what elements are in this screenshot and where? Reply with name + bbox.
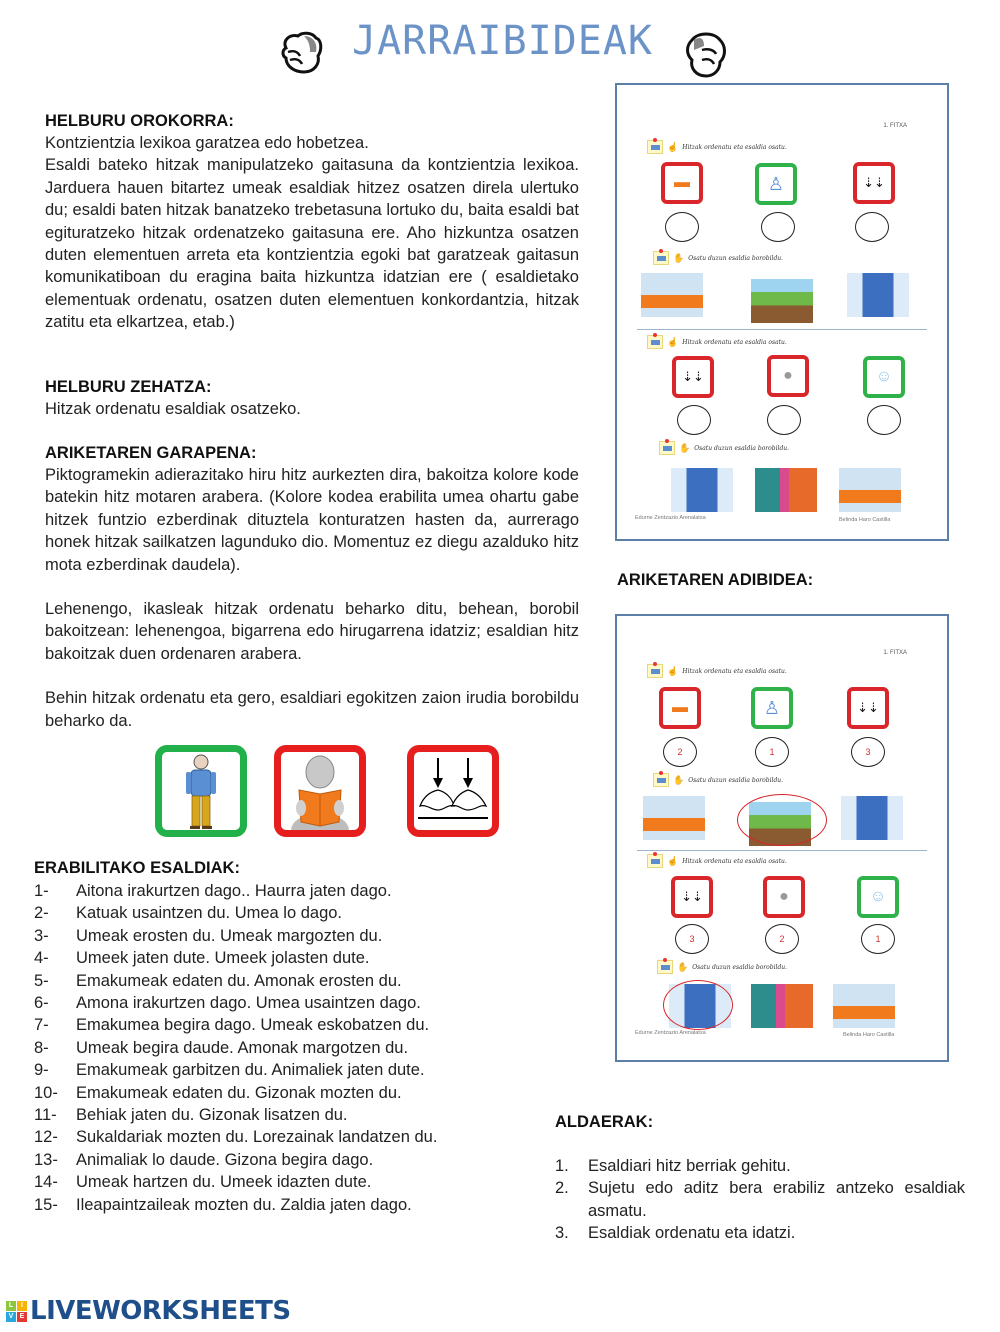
answer-circle[interactable]: 2 [765,924,799,954]
answer-circle[interactable]: 1 [755,737,789,767]
mini-pictogram-grandfather: ♙ [755,163,797,205]
item-text: Esaldiak ordenatu eta idatzi. [588,1224,796,1243]
item-number: 11- [34,1106,57,1125]
instruction-picture-icon [647,664,663,678]
scene-image-dining[interactable] [839,468,901,512]
list-item [34,902,504,924]
item-text: Esaldiari hitz berriak gehitu. [588,1157,791,1175]
list-item [34,925,504,947]
item-text: Umeak erosten du. Umeak margozten du. [76,926,383,945]
scene-image-office[interactable] [755,468,817,512]
instruction-picture-icon [653,773,669,787]
selected-circle-mark [663,980,733,1030]
item-text: Emakumeak edaten du. Amonak erosten du. [76,971,402,990]
worksheet-thumbnail-blank [615,83,949,541]
mini-pictogram-is-there: ⇣⇣ [853,162,895,204]
list-item [34,1082,504,1104]
hand-icon: ✋ [679,442,691,453]
instruction-text: Osatu duzun esaldia borobildu. [692,963,788,971]
mini-pictogram-is-there: ⇣⇣ [847,687,889,729]
item-text: Emakumeak garbitzen du. Animaliek jaten dute. [76,1061,425,1080]
instruction-row [647,335,787,349]
instruction-text: Hitzak ordenatu eta esaldia osatu. [682,143,787,151]
item-text: Amona irakurtzen dago. Umea usaintzen dago. [76,994,421,1013]
pictogram-is-there [407,745,499,837]
mini-pictogram-smelling: ● [767,355,809,397]
list-item [34,970,504,992]
item-number: 3- [34,926,49,945]
specific-goal-text: Hitzak ordenatu esaldiak osatzeko. [45,400,301,418]
development-paragraph-3: Behin hitzak ordenatu eta gero, esaldiari egokitzen zaion irudia borobildu beharko da. [45,689,579,730]
instruction-text: Hitzak ordenatu eta esaldia osatu. [682,857,787,865]
instruction-row [647,664,787,678]
item-text: Sujetu edo aditz bera erabiliz antzeko esaldiak asmatu. [588,1179,965,1220]
section-heading: HELBURU ZEHATZA: [45,378,212,396]
list-item [34,1037,504,1059]
section-helburu-orokorra [45,112,579,334]
development-paragraph-2: Lehenengo, ikasleak hitzak ordenatu beharko ditu, behean, borobil bakoitzean: lehenengoa, bigarrena edo hirugarrena idatziz; esaldian hitz bakoitzak duen ordenaren arabera. [45,600,579,663]
author-right: Belinda Haro Castilla [839,517,891,523]
section-ariketaren-garapena [45,444,579,732]
fist-icon [276,26,328,78]
scene-image-office[interactable] [751,984,813,1028]
hand-icon: ✋ [677,961,689,972]
instruction-picture-icon [647,335,663,349]
answer-circle[interactable] [867,405,901,435]
scene-image-baby-eating[interactable] [847,273,909,317]
item-number: 2- [34,904,49,923]
instruction-row [659,441,789,455]
scene-image-dining[interactable] [641,273,703,317]
logo-tiles-icon [6,1301,27,1322]
item-text: Katuak usaintzen du. Umea lo dago. [76,904,343,923]
logo-tile: E [17,1312,27,1322]
scene-image-park-reading[interactable] [751,279,813,323]
instruction-text: Osatu duzun esaldia borobildu. [688,254,784,262]
logo-tile: V [6,1312,16,1322]
instruction-picture-icon [653,251,669,265]
instruction-text: Osatu duzun esaldia borobildu. [688,776,784,784]
pictogram-grandfather [155,745,247,837]
variations-list [555,1155,965,1245]
goal-summary: Kontzientzia lexikoa garatzea edo hobetzea. [45,134,369,152]
scene-image-dining[interactable] [833,984,895,1028]
scene-image-baby-eating[interactable] [671,468,733,512]
list-item [555,1177,965,1222]
list-item [34,992,504,1014]
instruction-text: Hitzak ordenatu eta esaldia osatu. [682,338,787,346]
reading-person-icon [281,752,359,830]
page-title: JARRAIBIDEAK [352,18,653,64]
item-number: 14- [34,1173,58,1192]
instruction-row [653,251,783,265]
list-item [34,1194,504,1216]
item-text: Emakumea begira dago. Umeak eskobatzen du. [76,1016,430,1035]
fitxa-label: 1. FITXA [883,650,907,656]
hand-icon: ☝ [667,665,679,676]
list-item [555,1222,965,1244]
answer-circle[interactable] [761,212,795,242]
item-number: 12- [34,1128,58,1147]
section-heading-erabilitako-esaldiak: ERABILITAKO ESALDIAK: [34,859,240,877]
list-item [34,1059,504,1081]
author-left: Edurne Zentzazio Arenalatxa [635,515,706,521]
scene-image-dining[interactable] [643,796,705,840]
list-item [34,1014,504,1036]
item-number: 10- [34,1083,58,1102]
item-number: 3. [555,1224,569,1243]
section-heading: HELBURU OROKORRA: [45,112,234,130]
author-left: Edurne Zentzazio Arenalatxa [635,1030,706,1036]
section-heading-ariketaren-adibidea: ARIKETAREN ADIBIDEA: [617,571,814,589]
mini-pictogram-baby: ☺ [857,876,899,918]
item-number: 13- [34,1150,58,1169]
fitxa-label: 1. FITXA [883,123,907,129]
item-number: 5- [34,971,49,990]
mini-pictogram-reading: ▬ [659,687,701,729]
sentence-list [34,880,504,1216]
item-number: 15- [34,1195,58,1214]
hands-down-arrows-icon [414,752,492,830]
item-number: 9- [34,1061,49,1080]
grandfather-icon [171,752,231,830]
mini-pictogram-smelling: ● [763,876,805,918]
instruction-picture-icon [647,140,663,154]
answer-circle[interactable] [677,405,711,435]
item-number: 4- [34,949,49,968]
instruction-row [647,854,787,868]
worksheet-thumbnail-example [615,614,949,1062]
fist-icon [680,28,732,80]
pictogram-reading [274,745,366,837]
hand-icon: ✋ [673,252,685,263]
mini-pictogram-is-there: ⇣⇣ [672,356,714,398]
mini-pictogram-is-there: ⇣⇣ [671,876,713,918]
item-text: Ileapaintzaileak mozten du. Zaldia jaten dago. [76,1195,412,1214]
item-text: Sukaldariak mozten du. Lorezainak landatzen du. [76,1128,438,1147]
instruction-text: Hitzak ordenatu eta esaldia osatu. [682,667,787,675]
instruction-picture-icon [647,854,663,868]
liveworksheets-logo[interactable] [6,1296,291,1326]
instruction-picture-icon [657,960,673,974]
item-text: Umeak hartzen du. Umeek idazten dute. [76,1173,372,1192]
mini-pictogram-reading: ▬ [661,162,703,204]
logo-tile: L [6,1301,16,1311]
list-item [34,1104,504,1126]
item-number: 6- [34,994,49,1013]
section-helburu-zehatza [45,378,579,420]
mini-pictogram-grandfather: ♙ [751,687,793,729]
list-item [34,880,504,902]
mini-pictogram-baby: ☺ [863,356,905,398]
author-right: Belinda Haro Castilla [843,1032,895,1038]
list-item [34,947,504,969]
item-text: Umeak begira daude. Amonak margotzen du. [76,1038,409,1057]
item-text: Umeek jaten dute. Umeek jolasten dute. [76,949,370,968]
item-number: 8- [34,1038,49,1057]
list-item [555,1155,965,1177]
answer-circle[interactable]: 3 [851,737,885,767]
logo-text: LIVEWORKSHEETS [30,1296,291,1326]
answer-circle[interactable]: 2 [663,737,697,767]
section-heading: ARIKETAREN GARAPENA: [45,444,257,462]
instruction-row [657,960,787,974]
divider [637,850,927,851]
answer-circle[interactable] [767,405,801,435]
answer-circle[interactable] [665,212,699,242]
hand-icon: ✋ [673,774,685,785]
item-number: 2. [555,1179,569,1198]
hand-icon: ☝ [667,336,679,347]
item-number: 7- [34,1016,49,1035]
item-text: Emakumeak edaten du. Gizonak mozten du. [76,1083,402,1102]
list-item [34,1126,504,1148]
instruction-row [647,140,787,154]
hand-icon: ☝ [667,141,679,152]
divider [637,329,927,330]
item-number: 1. [555,1157,569,1175]
item-text: Aitona irakurtzen dago.. Haurra jaten dago. [76,882,392,900]
instruction-row [653,773,783,787]
answer-circle[interactable]: 1 [861,924,895,954]
development-paragraph-1: Piktogramekin adierazitako hiru hitz aurkezten dira, bakoitza kolore kode batekin hitz motaren arabera. (Kolore kodea erabilita umea ohartu gabe hitzek funtzio ezberdinak dituztela konturatzen hasten da, aurrerago honek hitzak sailkatzen lagunduko dio. Momentuz ez diegu azalduko hitz mota ezberdinak daudela). [45,466,579,574]
logo-tile: I [17,1301,27,1311]
selected-circle-mark [737,794,827,846]
section-heading-aldaerak: ALDAERAK: [555,1113,654,1131]
goal-paragraph: Esaldi bateko hitzak manipulatzeko gaitasuna da kontzientzia lexikoa. Jarduera hauen bitartez umeak esaldiak hitzez osatzen direla ulertuko du; esaldi baten hitzak banatzeko trebetasuna lortuko du, baita esaldi bat egituratzeko hitzak ordenatzeko gaitasuna ere. Aho hizkuntza osatzen duten elementuen arreta eta kontzientzia egoki bat garatzeak gaitasun komunikatiboan du eragina baita hizkuntza idatzian ere ( esaldietako elementuak ordenatu, osatzen duten elementuen konkordantzia, hitzak zatitu eta elkartzea, etab.) [45,156,579,332]
answer-circle[interactable]: 3 [675,924,709,954]
list-item [34,1171,504,1193]
item-number: 1- [34,882,49,900]
instruction-text: Osatu duzun esaldia borobildu. [694,444,790,452]
item-text: Animaliak lo daude. Gizona begira dago. [76,1150,374,1169]
item-text: Behiak jaten du. Gizonak lisatzen du. [76,1106,348,1125]
hand-icon: ☝ [667,855,679,866]
list-item [34,1149,504,1171]
scene-image-baby-eating[interactable] [841,796,903,840]
answer-circle[interactable] [855,212,889,242]
instruction-picture-icon [659,441,675,455]
